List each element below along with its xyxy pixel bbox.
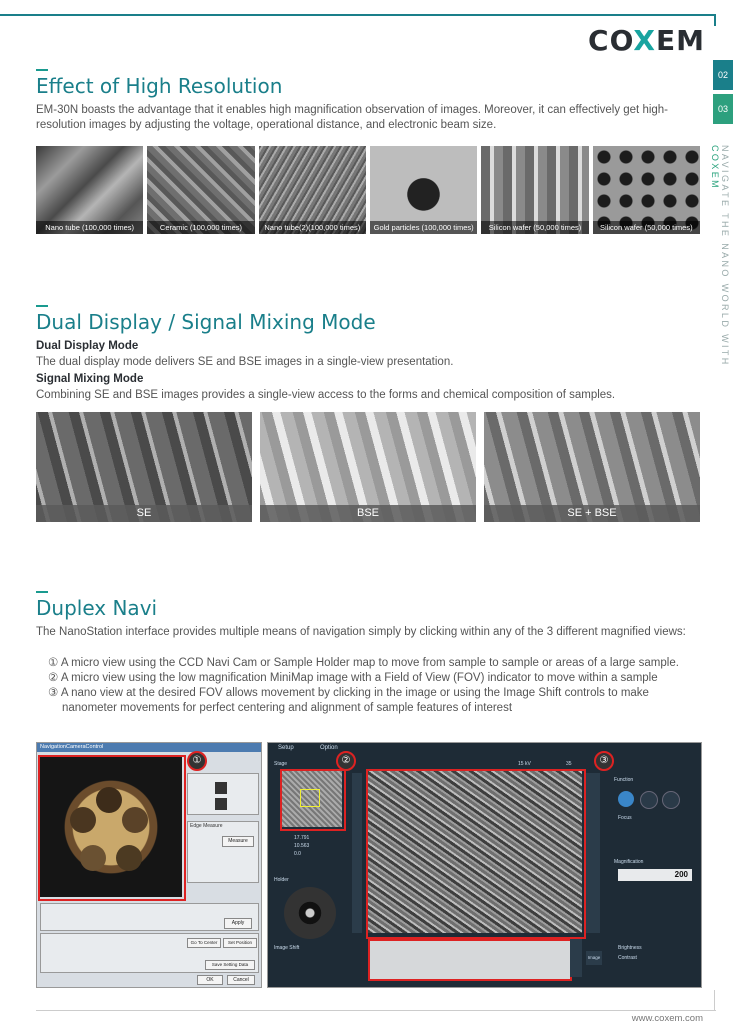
edge-measure-label: Edge Measure (190, 823, 223, 829)
top-rule (0, 14, 716, 16)
kv-readout: 15 kV (518, 761, 531, 767)
page-tab-02[interactable]: 02 (713, 60, 733, 90)
function-label: Function (614, 777, 634, 783)
section-title-dual-display: Dual Display / Signal Mixing Mode (36, 310, 376, 334)
save-setting-button[interactable]: Save Setting Data (205, 960, 255, 970)
cancel-button[interactable]: Cancel (227, 975, 255, 985)
image-shift-label: Image Shift (274, 945, 300, 951)
contrast-label: Contrast (618, 955, 637, 961)
image-setting-group (40, 903, 259, 931)
function-button[interactable] (640, 791, 658, 809)
highlight-box-1 (38, 755, 186, 901)
tab-option[interactable]: Option (320, 745, 338, 751)
focus-label: Focus (618, 815, 632, 821)
window-title: NavigationCameraControl (37, 743, 261, 752)
subtitle-dual-display-mode: Dual Display Mode (36, 340, 139, 352)
magnification-label: Magnification (614, 859, 644, 865)
tab-setup[interactable]: Setup (278, 745, 294, 751)
footer-rule-corner (714, 990, 715, 1010)
sem-image-se-bse (484, 412, 700, 522)
image-caption: BSE (260, 505, 476, 522)
page-tab-03[interactable]: 03 (713, 94, 733, 124)
section-accent (36, 591, 48, 593)
holder-label: Holder (274, 877, 289, 883)
sem-image-gold-particles (370, 146, 477, 234)
spot-readout: 35 (566, 761, 572, 767)
image-caption: SE (36, 505, 252, 522)
magnification-field[interactable]: 200 (618, 869, 692, 881)
list-item: ② A micro view using the low magnification MiniMap image with a Field of View (FOV) indicator to move within a sample (48, 672, 658, 684)
sem-image-silicon-wafer-a (481, 146, 588, 234)
edge-measure-group (187, 821, 259, 883)
section-title-high-resolution: Effect of High Resolution (36, 74, 283, 98)
position-setting-group (40, 933, 259, 973)
brightness-label: Brightness (618, 945, 642, 951)
set-position-button[interactable]: Set Position (223, 938, 257, 948)
sem-image-silicon-wafer-b (593, 146, 700, 234)
holder-map[interactable] (284, 887, 336, 939)
tool-strip[interactable] (352, 773, 362, 933)
function-button[interactable] (662, 791, 680, 809)
subtitle-signal-mixing-mode: Signal Mixing Mode (36, 373, 144, 385)
coxem-logo: COXEM (588, 24, 705, 57)
body-signal-mixing-mode: Combining SE and BSE images provides a single-view access to the forms and chemical composition of samples. (36, 389, 616, 401)
image-caption: Silicon wafer (50,000 times) (481, 221, 588, 234)
section-body-duplex-navi: The NanoStation interface provides multiple means of navigation simply by clicking within any of the 3 different magnified views: (36, 626, 686, 638)
top-rule-corner (714, 14, 716, 26)
stage-label: Stage (274, 761, 288, 767)
image-caption: Gold particles (100,000 times) (370, 221, 477, 234)
highlight-box-3 (366, 769, 586, 939)
highlight-box-2 (280, 769, 346, 831)
navigation-camera-window (36, 742, 262, 988)
sem-image-nanotube-2 (259, 146, 366, 234)
image-caption: Nano tube(2)(100,000 times) (259, 221, 366, 234)
marker-3: ③ (594, 751, 614, 771)
r-value: 0.0 (294, 851, 301, 857)
sem-image-nanotube (36, 146, 143, 234)
y-value: 10.563 (294, 843, 310, 849)
navigation-list (36, 656, 704, 716)
section-accent (36, 305, 48, 307)
scroll-arrows-icon[interactable] (570, 939, 582, 977)
view-toolbar[interactable] (586, 773, 600, 933)
body-dual-display-mode: The dual display mode delivers SE and BSE images in a single-view presentation. (36, 356, 454, 368)
marker-2: ② (336, 751, 356, 771)
sem-image-ceramic (147, 146, 254, 234)
image-caption: Nano tube (100,000 times) (36, 221, 143, 234)
image-caption: SE + BSE (484, 505, 700, 522)
vertical-tagline: NAVIGATE THE NANO WORLD WITH COXEM (710, 145, 730, 367)
message-area (368, 939, 572, 981)
sem-image-bse (260, 412, 476, 522)
sem-image-se (36, 412, 252, 522)
position-control (187, 773, 259, 815)
ok-button[interactable]: OK (197, 975, 223, 985)
list-item: ① A micro view using the CCD Navi Cam or Sample Holder map to move from sample to sample or areas of a large sample. (48, 657, 679, 669)
nanostation-window (267, 742, 702, 988)
resolution-image-row (36, 146, 700, 234)
list-item: ③ A nano view at the desired FOV allows movement by clicking in the image or using the Image Shift controls to make nanometer movements for perfect centering and alignment of sample features of interest (48, 687, 649, 714)
section-body-high-resolution: EM-30N boasts the advantage that it enables high magnification observation of images. Moreover, it can effectively get high-resolution images by adjusting the voltage, operational distance, and electronic beam size. (36, 104, 669, 131)
footer-url[interactable]: www.coxem.com (631, 1013, 703, 1024)
arrow-down-icon[interactable] (215, 798, 227, 810)
arrow-up-icon[interactable] (215, 782, 227, 794)
page-tabs (713, 60, 733, 128)
measure-button[interactable]: Measure (222, 836, 254, 847)
image-caption: Silicon wafer (50,000 times) (593, 221, 700, 234)
x-value: 17.791 (294, 835, 310, 841)
image-button[interactable]: Image (586, 951, 602, 965)
marker-1: ① (187, 751, 207, 771)
section-accent (36, 69, 48, 71)
section-title-duplex-navi: Duplex Navi (36, 596, 158, 620)
footer-rule (36, 1010, 716, 1011)
image-caption: Ceramic (100,000 times) (147, 221, 254, 234)
function-button[interactable] (618, 791, 634, 807)
go-to-center-button[interactable]: Go To Center (187, 938, 221, 948)
signal-image-row (36, 412, 700, 522)
apply-button[interactable]: Apply (224, 918, 252, 929)
